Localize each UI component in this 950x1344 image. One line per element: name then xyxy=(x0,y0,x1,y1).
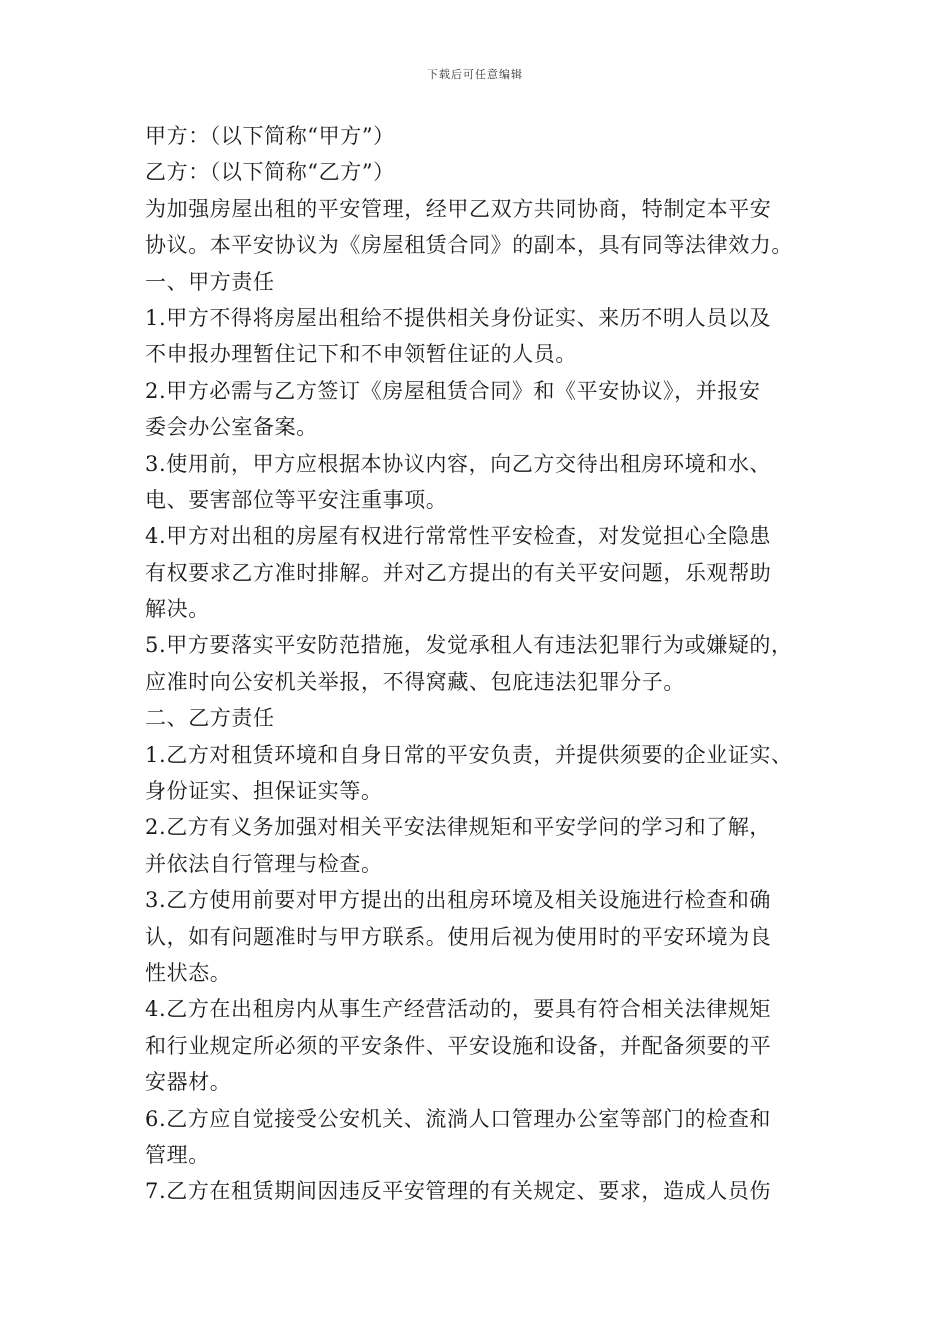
document-line: 为加强房屋出租的平安管理，经甲乙双方共同协商，特制定本平安 xyxy=(145,196,772,221)
document-line: 协议。本平安协议为《房屋租赁合同》的副本，具有同等法律效力。 xyxy=(145,233,793,258)
document-line: 有权要求乙方准时排解。并对乙方提出的有关平安问题，乐观帮助 xyxy=(145,560,772,585)
document-line: 1.甲方不得将房屋出租给不提供相关身份证实、来历不明人员以及 xyxy=(145,305,772,330)
document-line: 应准时向公安机关举报，不得窝藏、包庇违法犯罪分子。 xyxy=(145,669,685,694)
document-line: 4.甲方对出租的房屋有权进行常常性平安检查，对发觉担心全隐患 xyxy=(145,524,772,549)
document-line: 管理。 xyxy=(145,1142,210,1167)
document-line: 和行业规定所必须的平安条件、平安设施和设备，并配备须要的平 xyxy=(145,1033,772,1058)
document-line: 3.使用前，甲方应根据本协议内容，向乙方交待出租房环境和水、 xyxy=(145,451,772,476)
document-line: 甲方：（以下简称“甲方”） xyxy=(145,124,395,148)
document-line: 6.乙方应自觉接受公安机关、流淌人口管理办公室等部门的检查和 xyxy=(145,1106,772,1131)
document-line: 电、要害部位等平安注重事项。 xyxy=(145,487,448,512)
document-line: 5.甲方要落实平安防范措施，发觉承租人有违法犯罪行为或嫌疑的， xyxy=(145,633,793,658)
document-line: 性状态。 xyxy=(145,960,232,985)
document-line: 身份证实、担保证实等。 xyxy=(145,779,383,804)
document-line: 2.甲方必需与乙方签订《房屋租赁合同》和《平安协议》，并报安 xyxy=(145,378,761,403)
document-body xyxy=(145,118,835,1210)
document-line: 4.乙方在出租房内从事生产经营活动的，要具有符合相关法律规矩 xyxy=(145,997,772,1022)
document-line: 2.乙方有义务加强对相关平安法律规矩和平安学问的学习和了解， xyxy=(145,815,772,840)
document-line: 一、甲方责任 xyxy=(145,269,275,294)
document-line: 认，如有问题准时与甲方联系。使用后视为使用时的平安环境为良 xyxy=(145,924,772,949)
document-line: 3.乙方使用前要对甲方提出的出租房环境及相关设施进行检查和确 xyxy=(145,888,772,913)
document-line: 解决。 xyxy=(145,597,210,622)
document-line: 7.乙方在租赁期间因违反平安管理的有关规定、要求，造成人员伤 xyxy=(145,1179,772,1204)
document-line: 二、乙方责任 xyxy=(145,706,275,731)
document-line: 1.乙方对租赁环境和自身日常的平安负责，并提供须要的企业证实、 xyxy=(145,742,793,767)
document-line: 乙方：（以下简称“乙方”） xyxy=(145,160,395,185)
document-line: 并依法自行管理与检查。 xyxy=(145,851,383,876)
document-line: 不申报办理暂住记下和不申领暂住证的人员。 xyxy=(145,342,577,367)
page-header: 下载后可任意编辑 xyxy=(427,68,523,81)
document-line: 安器材。 xyxy=(145,1070,232,1095)
document-line: 委会办公室备案。 xyxy=(145,415,318,440)
